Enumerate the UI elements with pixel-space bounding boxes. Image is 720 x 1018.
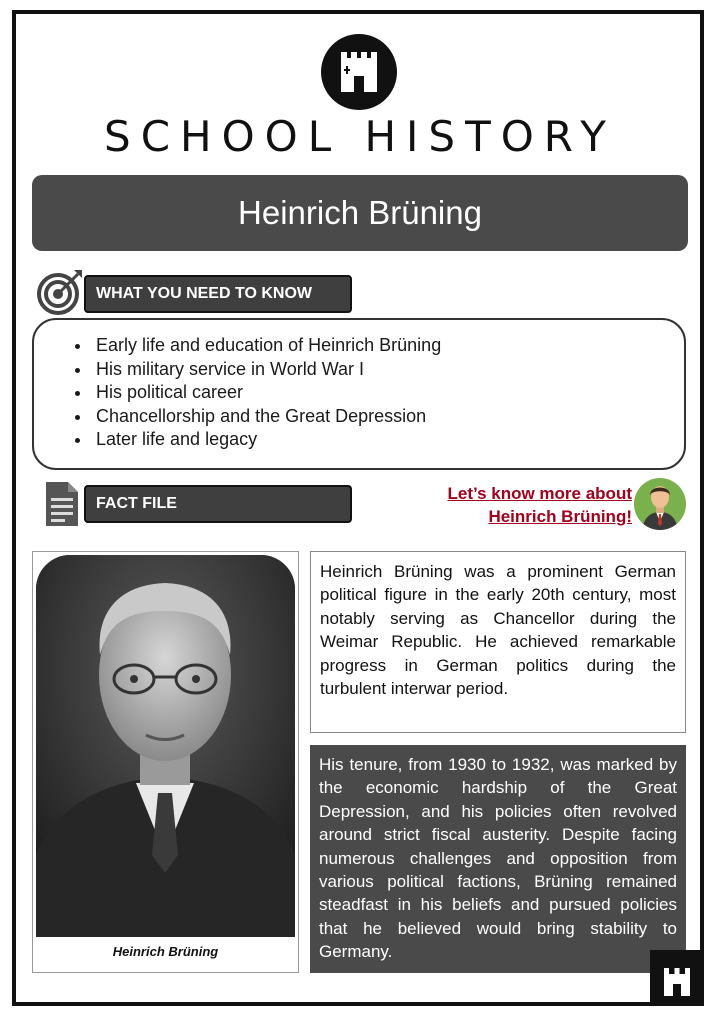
portrait-caption: Heinrich Brüning xyxy=(112,944,219,959)
learn-more-link[interactable] xyxy=(400,482,632,528)
intro-paragraph: Heinrich Brüning was a prominent German political figure in the early 20th century, most notably serving as Chancellor during the Weimar Republic. He achieved remarkable progress in German politics during the turbulent interwar period. xyxy=(310,551,686,733)
what-you-need-to-know-label: WHAT YOU NEED TO KNOW xyxy=(84,275,352,313)
learn-more-line-1: Let’s know more about xyxy=(447,484,632,503)
fact-file-label: FACT FILE xyxy=(84,485,352,523)
list-item: • Early life and education of Heinrich Brüning xyxy=(92,334,684,358)
portrait-illustration xyxy=(36,555,295,937)
list-item: • His political career xyxy=(92,381,684,405)
corner-logo xyxy=(650,950,704,1006)
portrait-photo xyxy=(36,555,295,937)
target-icon xyxy=(36,268,84,316)
page-title: Heinrich Brüning xyxy=(32,175,688,251)
brand-logo xyxy=(321,34,397,110)
list-item: • Later life and legacy xyxy=(92,428,684,452)
topics-list xyxy=(34,334,684,452)
what-you-need-to-know-box xyxy=(32,318,686,470)
list-item: • Chancellorship and the Great Depression xyxy=(92,405,684,429)
avatar xyxy=(634,478,686,530)
tenure-paragraph: His tenure, from 1930 to 1932, was marked by the economic hardship of the Great Depression, and his policies often revolved around strict fiscal austerity. Despite facing numerous challenges and opposition from various political factions, Brüning remained steadfast in his beliefs and pursued policies that he believed would bring stability to Germany. xyxy=(310,745,686,973)
document-icon xyxy=(44,480,80,528)
learn-more-line-2: Heinrich Brüning! xyxy=(488,507,632,526)
brand-name: SCHOOL HISTORY xyxy=(104,112,616,161)
castle-icon xyxy=(650,950,704,1006)
portrait-card xyxy=(32,551,299,973)
list-item: • His military service in World War I xyxy=(92,358,684,382)
castle-icon xyxy=(339,50,379,94)
man-avatar-icon xyxy=(634,478,686,530)
